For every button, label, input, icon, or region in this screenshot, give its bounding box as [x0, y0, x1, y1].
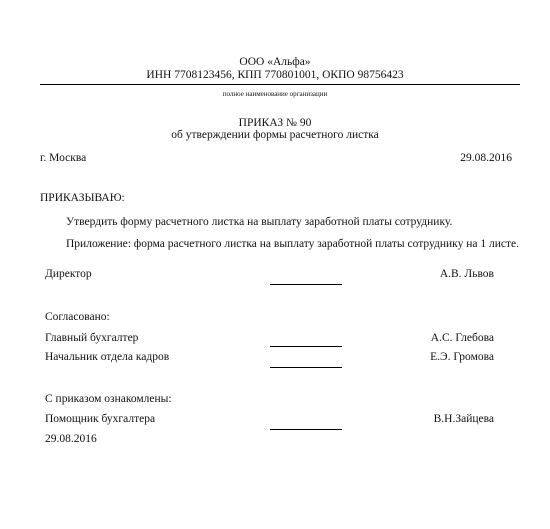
chief-accountant-name: А.С. Глебова [430, 332, 494, 344]
command-heading: ПРИКАЗЫВАЮ: [40, 192, 125, 204]
director-name: А.В. Львов [439, 268, 494, 280]
org-codes: ИНН 7708123456, КПП 770801001, ОКПО 98756423 [146, 69, 404, 81]
hr-head-signature-line [270, 367, 342, 368]
chief-accountant-role: Главный бухгалтер [45, 332, 139, 344]
assistant-name: В.Н.Зайцева [433, 413, 494, 425]
org-name: ООО «Альфа» [239, 56, 311, 68]
order-item-approve: Утвердить форму расчетного листка на выплату заработной платы сотруднику. [66, 216, 453, 228]
order-title: ПРИКАЗ № 90 [238, 117, 312, 129]
chief-accountant-signature-line [270, 346, 342, 347]
org-underline [40, 84, 520, 85]
agreed-label: Согласовано: [45, 311, 110, 323]
hr-head-role: Начальник отдела кадров [45, 351, 170, 363]
assistant-signature-line [270, 429, 342, 430]
order-date: 29.08.2016 [460, 152, 512, 164]
director-signature-line [270, 284, 342, 285]
hr-head-name: Е.Э. Громова [430, 351, 494, 363]
order-item-attachment: Приложение: форма расчетного листка на выплату заработной платы сотруднику на 1 листе. [66, 238, 519, 250]
order-subtitle: об утверждении формы расчетного листка [171, 129, 379, 141]
director-role: Директор [45, 268, 92, 280]
assistant-date: 29.08.2016 [45, 433, 97, 445]
acquainted-label: С приказом ознакомлены: [45, 393, 172, 405]
org-caption: полное наименование организации [222, 90, 328, 98]
order-city: г. Москва [40, 152, 87, 164]
assistant-role: Помощник бухгалтера [45, 413, 156, 425]
